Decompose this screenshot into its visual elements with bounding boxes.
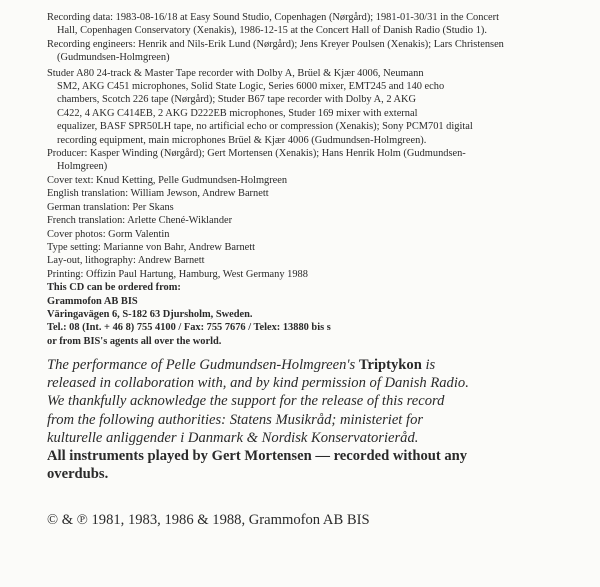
credit-cover-photos: Cover photos: Gorm Valentin [47, 228, 170, 240]
text-line: Recording engineers: Henrik and Nils-Erik Lund (Nørgård); Jens Kreyer Poulsen (Xenakis); Lars Christensen [47, 38, 504, 50]
text-line: chambers, Scotch 226 tape (Nørgård); Studer B67 tape recorder with Dolby A, 2 AKG [57, 94, 417, 106]
text-line: SM2, AKG C451 microphones, Solid State Logic, Series 6000 mixer, EMT245 and 140 echo [57, 81, 445, 93]
order-contact: Tel.: 08 (Int. + 46 8) 755 4100 / Fax: 755 7676 / Telex: 13880 bis s [47, 322, 331, 334]
order-info [47, 281, 592, 348]
order-agents: or from BIS's agents all over the world. [47, 335, 222, 347]
credit-printing: Printing: Offizin Paul Hartung, Hamburg, West Germany 1988 [47, 268, 308, 280]
text-line: Hall, Copenhagen Conservatory (Xenakis), 1986-12-15 at the Concert Hall of Danish Radio (Studio 1). [57, 25, 487, 37]
text-line: Recording data: 1983-08-16/18 at Easy Sound Studio, Copenhagen (Nørgård); 1981-01-30/31 in the Concert [47, 12, 500, 23]
text-line: equalizer, BASF SPR50LH tape, no artificial echo or compression (Xenakis); Sony PCM701 digital [57, 121, 473, 133]
order-company: Grammofon AB BIS [47, 295, 138, 307]
text-line: from the following authorities: Statens Musikråd; ministeriet for [47, 411, 424, 428]
text: The performance of Pelle Gudmundsen-Holmgreen's [47, 357, 359, 373]
credit-english-translation: English translation: William Jewson, Andrew Barnett [47, 188, 269, 200]
text-line: Producer: Kasper Winding (Nørgård); Gert Mortensen (Xenakis); Hans Henrik Holm (Gudmundsen- [47, 148, 466, 160]
text-line: recording equipment, main microphones Brüel & Kjær 4006 (Gudmundsen-Holmgreen). [57, 134, 427, 146]
credits-block [47, 11, 592, 348]
credit-german-translation: German translation: Per Skans [47, 201, 174, 213]
text-line: Studer A80 24-track & Master Tape recorder with Dolby A, Brüel & Kjær 4006, Neumann [47, 67, 424, 79]
text-line: kulturelle anliggender i Danmark & Nordisk Konservatorieråd. [47, 429, 419, 446]
text-line: Holmgreen) [57, 161, 108, 173]
text-line: We thankfully acknowledge the support for the release of this record [47, 393, 445, 410]
credit-cover-text: Cover text: Knud Ketting, Pelle Gudmundsen-Holmgreen [47, 174, 288, 186]
performer-note: overdubs. [47, 466, 109, 483]
order-address: Väringavägen 6, S-182 63 Djursholm, Sweden. [47, 308, 253, 320]
work-title: Triptykon [358, 357, 422, 373]
order-heading: This CD can be ordered from: [47, 282, 181, 294]
equipment [47, 67, 592, 147]
recording-data [47, 11, 592, 38]
text-line [47, 356, 592, 374]
text-line: C422, 4 AKG C414EB, 2 AKG D222EB microphones, Studer 169 mixer with external [57, 107, 418, 119]
credit-layout: Lay-out, lithography: Andrew Barnett [47, 255, 205, 267]
text: is [421, 357, 436, 373]
credit-list [47, 174, 592, 281]
copyright-notice: © & ℗ 1981, 1983, 1986 & 1988, Grammofon AB BIS [47, 512, 370, 528]
text-line: (Gudmundsen-Holmgreen) [57, 52, 170, 64]
acknowledgement-notice [47, 356, 592, 483]
credit-type-setting: Type setting: Marianne von Bahr, Andrew Barnett [47, 241, 256, 253]
performer-note: All instruments played by Gert Mortensen — recorded without any [47, 448, 468, 465]
recording-engineers [47, 38, 592, 65]
producer [47, 147, 592, 174]
text-line: released in collaboration with, and by kind permission of Danish Radio. [47, 375, 469, 392]
credit-french-translation: French translation: Arlette Chené-Wiklander [47, 215, 233, 227]
